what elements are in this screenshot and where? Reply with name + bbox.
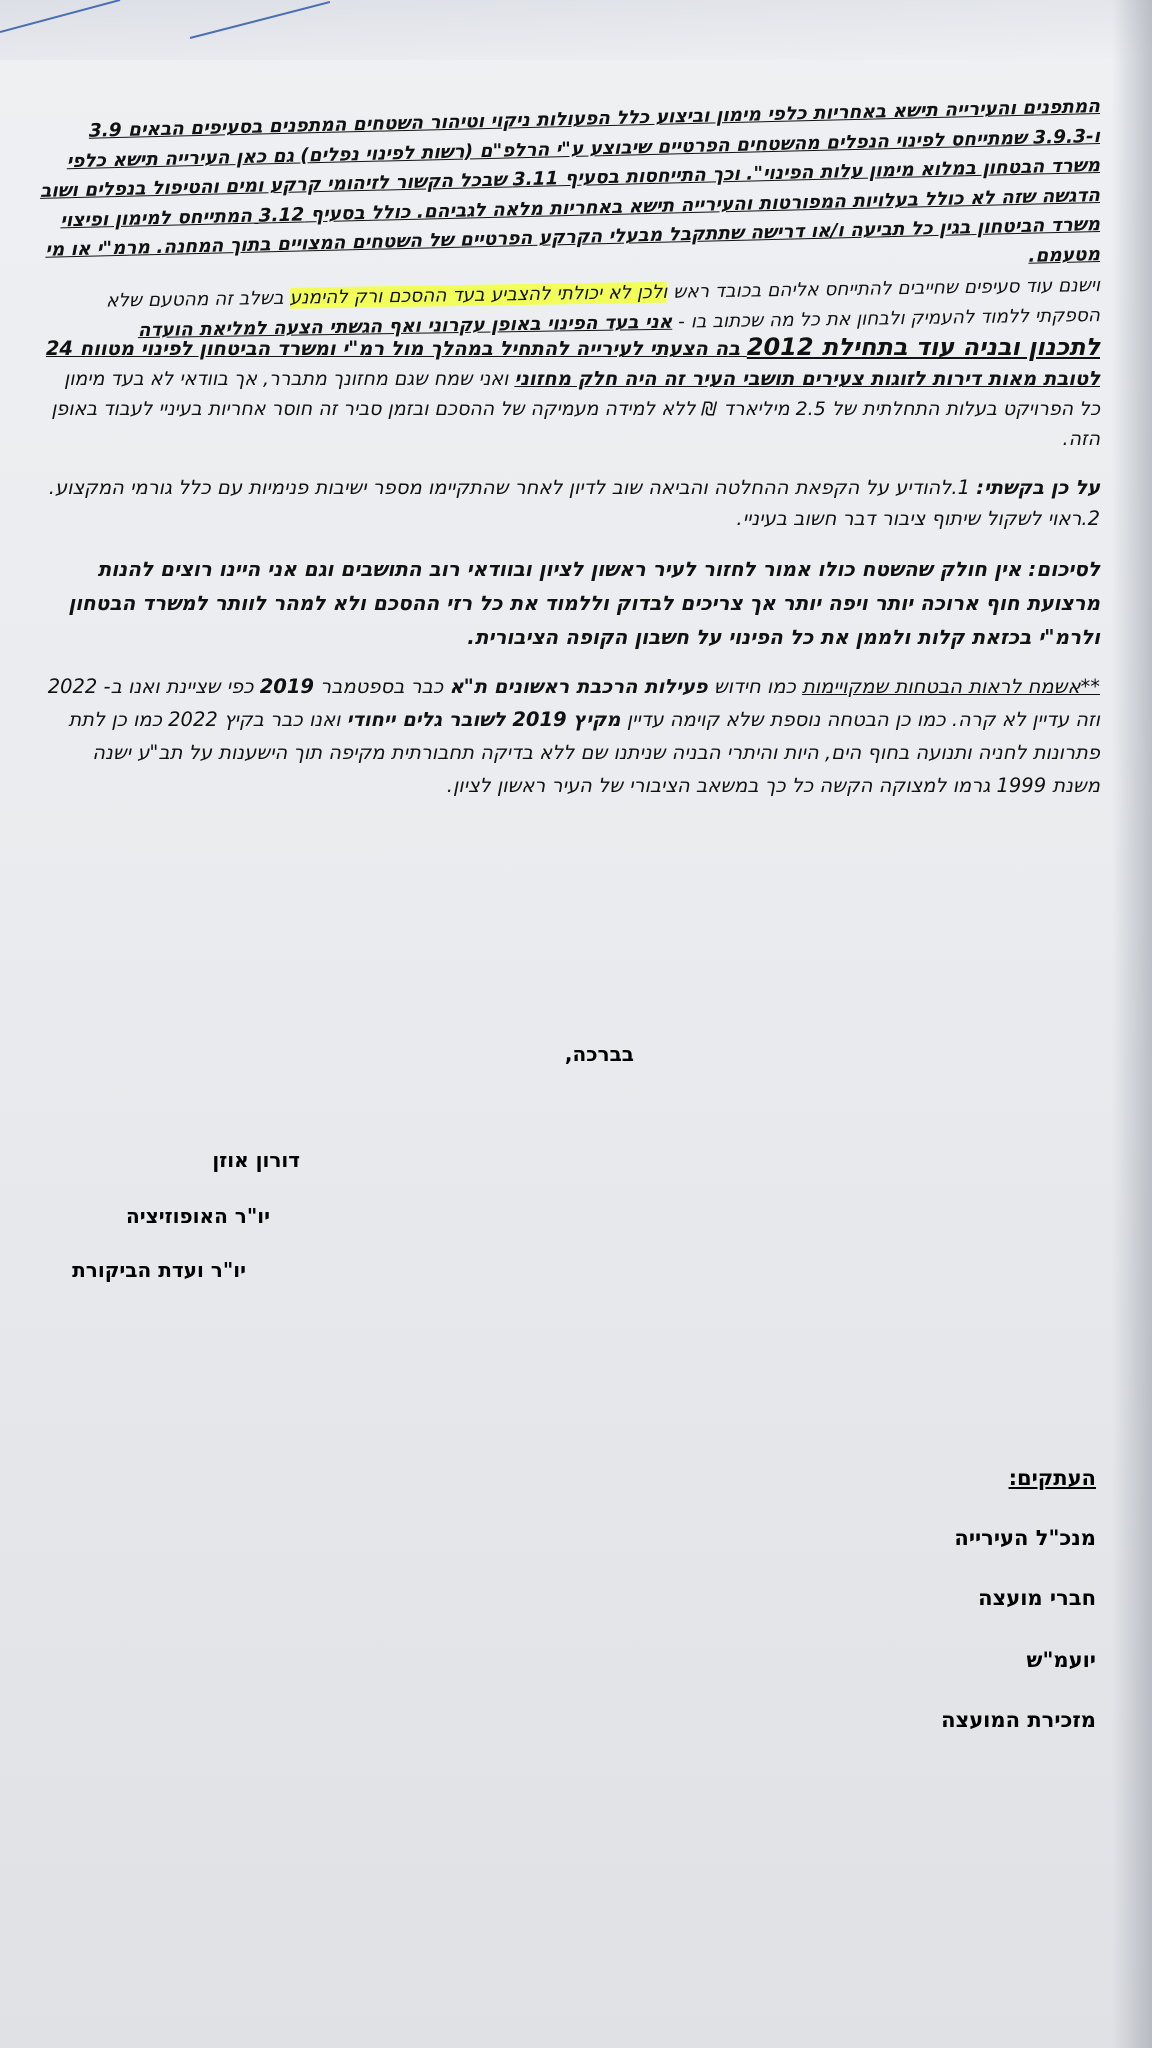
- highlighted-abstain-text: ולכן לא יכולתי להצביע בעד ההסכם ורק להימנע: [289, 281, 668, 309]
- summary-text: אין חולק שהשטח כולו אמור לחזור לעיר ראשון לציון ובוודאי רוב התושבים וגם אני היינו רוצים להנות מרצועת חוף ארוכה יותר ויפה יותר אך צריכים לבדוק וללמוד את כל רזי ההסכם ולא למהר לוותר למשרד הבטחון ולרמ"י בכזאת קלות ולממן את כל הפינוי על חשבון הקופה הציבורית.: [68, 557, 1100, 649]
- request-label: על כן בקשתי:: [976, 476, 1100, 499]
- page-edge-shadow: [1112, 0, 1152, 2048]
- greeting: בברכה,: [564, 1042, 634, 1066]
- note-text-1: כמו חידוש: [707, 675, 802, 698]
- note-text-3: כפי שציינת ואנו ב- 2022 וזה עדיין לא קרה. כמו כן הבטחה נוספת שלא קוימה עדיין: [47, 675, 1100, 731]
- proposal-2012-heading: לתכנון ובניה עוד בתחילת 2012: [746, 333, 1100, 361]
- paragraph-note: [40, 670, 1100, 802]
- note-year: 2019: [259, 675, 314, 698]
- copies-heading: העתקים:: [1008, 1466, 1096, 1490]
- support-statement: אני בעד הפינוי באופן עקרוני ואף הגשתי הצעה למליאת הועדה: [137, 311, 673, 341]
- position-tail-text: בשלב זה מהטעם שלא הספקתי ללמוד להעמיק ולבחון את כל מה שכתוב בו -: [106, 287, 1100, 333]
- note-prefix: **אשמח לראות הבטחות שמקויימות: [801, 675, 1100, 698]
- signer-role-audit: יו"ר ועדת הביקורת: [72, 1258, 246, 1282]
- position-text: וישנם עוד סעיפים שחייבים להתייחס אליהם בכובד ראש: [667, 275, 1100, 303]
- copy-recipient: מנכ"ל העירייה: [954, 1526, 1096, 1550]
- underlying-page-corner: [0, 0, 330, 60]
- copy-recipient: מזכירת המועצה: [941, 1708, 1096, 1732]
- paragraph-request: [40, 472, 1100, 534]
- proposal-2012-text: בה הצעתי לעירייה להתחיל במהלך מול רמ"י ומשרד הביטחון לפינוי מטווח 24 לטובת מאות דירות לזוגות צעירים תושבי העיר זה היה חלק מחזוני: [45, 337, 1100, 390]
- note-breakwater: מקיץ 2019 לשובר גלים ייחודי: [346, 708, 621, 731]
- clauses-text: המתפנים והעירייה תישא באחריות כלפי מימון וביצוע כלל הפעולות ניקוי וטיהור השטחים המתפנים בסעיפים הבאים 3.9 ו-3.9.3 שמתייחס לפינוי הנפלים מהשטחים הפרטיים שיבוצע ע"י הרלפ"ם (רשות לפינוי נפלים) גם כאן העירייה תישא כלפי משרד הבטחון במלוא מימון עלות הפינוי". וכך התייחסות בסעיף 3.11 שבכל הקשור לזיהומי קרקע ומים והטיפול בנפלים ושוב הדגשה שזה לא כולל בעלויות המפורטות והעירייה תישא באחריות מלאה לגביהם. כולל בסעיף 3.12 המתייחס למימון ופיצוי משרד הביטחון בגין כל תביעה ו/או דרישה שתתקבל מבעלי הקרקע הפרטיים של השטחים המצויים בתוך המחנה. מרמ"י או מי מטעמם.: [40, 96, 1100, 267]
- note-train: פעילות הרכבת ראשונים ת"א: [449, 675, 708, 698]
- paragraph-summary: [40, 552, 1100, 654]
- note-text-4: ואנו כבר בקיץ 2022 כמו כן לתת פתרונות לחניה ותנועה בחוף הים, היות והיתרי הבניה שניתנו שם ללא בדיקה תחבורתית מקיפה תוך הישענות על תב"ע ישנה משנת 1999 גרמו למצוקה הקשה כל כך במשאב הציבורי של העיר ראשון לציון.: [68, 708, 1100, 797]
- paragraph-agreement-clauses: [40, 92, 1100, 295]
- letter-body: [40, 92, 1100, 802]
- summary-label: לסיכום:: [1028, 557, 1100, 581]
- note-text-2: כבר בספטמבר: [313, 675, 450, 698]
- vision-cost-text: ואני שמח שגם מחזונך מתברר, אך בוודאי לא בעד מימון כל הפרויקט בעלות התחלתית של 2.5 מיליארד ₪ ללא למידה מעמיקה של ההסכם ובזמן סביר זה חוסר אחריות בעיניי לעבוד באופן הזה.: [51, 368, 1100, 450]
- copy-recipient: חברי מועצה: [978, 1586, 1096, 1610]
- copy-recipient: יועמ"ש: [1026, 1648, 1096, 1672]
- request-text: 1.להודיע על הקפאת ההחלטה והביאה שוב לדיון לאחר שהתקיימו מספר ישיבות פנימיות עם כלל גורמי המקצוע. 2.ראוי לשקול שיתוף ציבור דבר חשוב בעיניי.: [48, 476, 1100, 530]
- signer-role-opposition: יו"ר האופוזיציה: [126, 1204, 270, 1228]
- signer-name: דורון אוזן: [212, 1148, 300, 1172]
- paragraph-2012-proposal: [40, 330, 1100, 454]
